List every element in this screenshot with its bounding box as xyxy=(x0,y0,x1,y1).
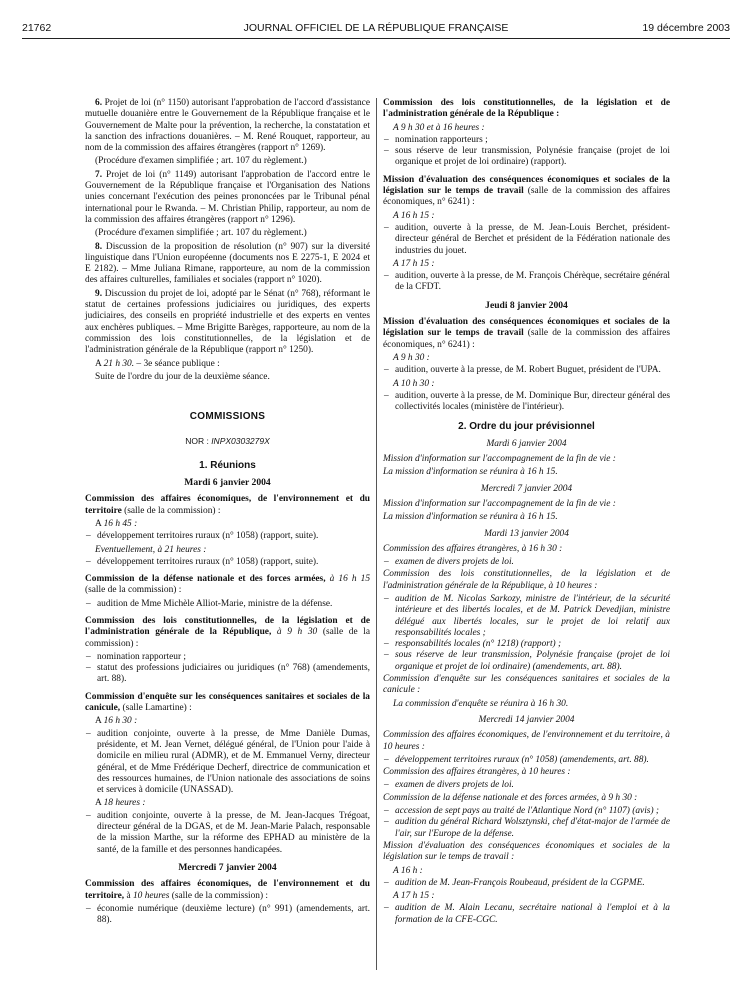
commission-heading: Mission d'évaluation des conséquences économiques et sociales de la législation sur le temps de travail (salle de la commission des affaires économiques, n° 6241) : xyxy=(383,317,670,350)
ordre-du-jour-heading: 2. Ordre du jour prévisionnel xyxy=(458,421,595,433)
item-number: 8. xyxy=(95,241,103,252)
date-heading: Mercredi 14 janvier 2004 xyxy=(478,714,575,725)
list-item: – développement territoires ruraux (n° 1058) (amendements, art. 88). xyxy=(395,755,670,766)
item-text: Projet de loi (n° 1149) autorisant l'approbation de l'accord entre le Gouvernement de la République française et l'Organisation des Nations unies concernant l'exécution des peines prononcées par le Tribunal pénal international pour le Rwanda. – M. Christian Philip, rapporteur, au nom de la commission des affaires étrangères (rapport n° 1296). xyxy=(85,169,370,225)
commission-heading: Commission des affaires étrangères, à 16 h 30 : xyxy=(383,543,563,554)
commissions-heading: COMMISSIONS xyxy=(189,411,266,423)
commission-heading: Commission des affaires économiques, de l'environnement et du territoire, à 10 heures (salle de la commission) : xyxy=(85,879,370,901)
commission-heading: Commission des affaires économiques, de l'environnement et du territoire, à 10 heures : xyxy=(383,730,670,752)
date-heading: Mardi 6 janvier 2004 xyxy=(184,477,271,489)
time-line: A 17 h 15 : xyxy=(393,258,435,269)
commission-heading: Mission d'évaluation des conséquences économiques et sociales de la législation sur le temps de travail : xyxy=(383,840,670,863)
time-line: A 18 heures : xyxy=(95,798,146,809)
list-item: – statut des professions judiciaires ou juridiques (n° 768) (amendements, art. 88). xyxy=(97,663,370,686)
right-column xyxy=(383,98,670,927)
agenda-item-6 xyxy=(85,98,370,168)
date-heading: Mardi 6 janvier 2004 xyxy=(486,438,567,449)
list-item: – audition, ouverte à la presse, de M. Robert Buguet, président de l'UPA. xyxy=(395,365,670,376)
time-line: A 10 h 30 : xyxy=(393,378,435,389)
item-text: Discussion de la proposition de résolution (n° 907) sur la diversité linguistique dans l'Union européenne (documents nos E 2275-1, E 2024 et E 2182). – Mme Juliana Rimane, rapporteure, au nom de la commission des affaires culturelles, familiales et sociales (rapport n° 1020). xyxy=(85,241,370,286)
left-column xyxy=(85,98,370,927)
item-note: (Procédure d'examen simplifiée ; art. 107 du règlement.) xyxy=(95,156,307,167)
list-item: – sous réserve de leur transmission, Polynésie française (projet de loi organique et projet de loi ordinaire) (amendements, art. 88). xyxy=(395,650,670,673)
list-item: – examen de divers projets de loi. xyxy=(395,557,670,568)
commission-heading: Commission des affaires économiques, de l'environnement et du territoire (salle de la commission) : xyxy=(85,494,370,516)
agenda-item-9 xyxy=(85,289,370,357)
list-item: – examen de divers projets de loi. xyxy=(395,780,670,791)
list-item: – audition de M. Nicolas Sarkozy, ministre de l'intérieur, de la sécurité intérieure et des libertés locales, et de M. Patrick Devedjian, ministre délégué aux libertés locales, sur le projet de loi relatif aux responsabilités locales ; xyxy=(395,594,670,639)
list-item: – audition conjointe, ouverte à la presse, de Mme Danièle Dumas, présidente, et M. Jean Vernet, délégué général, de l'Union pour l'aide à domicile en milieu rural (ADMR), et de M. Emmanuel Verny, directeur général, et de Mme Frédérique Decherf, directrice de communication et des ressources humaines, de l'Union nationale des associations de soins et services à domicile (UNASSAD). xyxy=(97,729,370,797)
time-line: A 16 h : xyxy=(393,865,423,876)
commission-heading: Commission des affaires étrangères, à 10 heures : xyxy=(383,767,571,778)
issue-date: 19 décembre 2003 xyxy=(642,22,730,34)
list-item: – audition, ouverte à la presse, de M. François Chérèque, secrétaire général de la CFDT. xyxy=(395,271,670,294)
paragraph: Mission d'information sur l'accompagnement de la fin de vie : xyxy=(383,454,616,465)
item-number: 6. xyxy=(95,98,103,108)
list-item: – nomination rapporteurs ; xyxy=(395,135,670,146)
date-heading: Jeudi 8 janvier 2004 xyxy=(485,299,568,311)
page-header xyxy=(22,22,730,39)
list-item: – développement territoires ruraux (n° 1058) (rapport, suite). xyxy=(97,557,370,568)
list-item: – audition, ouverte à la presse, de M. Dominique Bur, directeur général des collectivités locales (ministère de l'intérieur). xyxy=(395,391,670,414)
commission-heading: Commission des lois constitutionnelles, de la législation et de l'administration générale de la République : xyxy=(383,98,670,120)
time-line: A 16 h 30 : xyxy=(95,716,138,727)
seance-line: A 21 h 30. – 3e séance publique : xyxy=(95,358,220,369)
time-line: A 16 h 15 : xyxy=(393,210,435,221)
commission-heading: Commission d'enquête sur les conséquences sanitaires et sociales de la canicule, (salle Lamartine) : xyxy=(85,691,370,714)
date-heading: Mercredi 7 janvier 2004 xyxy=(480,483,573,494)
list-item: – audition de M. Alain Lecanu, secrétaire national à l'emploi et à la formation de la CFE-CGC. xyxy=(395,903,670,926)
nor-reference: NOR : INPX0303279X xyxy=(185,436,270,447)
paragraph: La mission d'information se réunira à 16 h 15. xyxy=(383,512,558,523)
list-item: – audition du général Richard Wolsztynski, chef d'état-major de l'armée de l'air, sur l'Europe de la défense. xyxy=(395,817,670,840)
item-text: Discussion du projet de loi, adopté par le Sénat (n° 768), réformant le statut de certaines professions judiciaires ou juridiques, des experts judiciaires, des conseils en propriété industrielle et des experts en ventes aux enchères publiques. – Mme Brigitte Barèges, rapporteure, au nom de la commission des lois constitutionnelles, de la législation et de l'administration générale de la République (rapport n° 1250). xyxy=(85,288,370,356)
paragraph: La commission d'enquête se réunira à 16 h 30. xyxy=(393,698,569,709)
agenda-item-7 xyxy=(85,170,370,240)
list-item: – accession de sept pays au traité de l'Atlantique Nord (n° 1107) (avis) ; xyxy=(395,806,670,817)
list-item: – audition de M. Jean-François Roubeaud, président de la CGPME. xyxy=(395,878,670,889)
date-heading: Mercredi 7 janvier 2004 xyxy=(178,861,277,873)
commission-heading: Commission de la défense nationale et des forces armées, à 16 h 15 (salle de la commission) : xyxy=(85,574,371,596)
page-number: 21762 xyxy=(22,22,52,34)
commission-heading: Commission des lois constitutionnelles, de la législation et de l'administration générale de la République, à 10 heures : xyxy=(383,569,670,591)
list-item: – sous réserve de leur transmission, Polynésie française (projet de loi organique et projet de loi ordinaire) (rapport). xyxy=(395,146,670,169)
agenda-item-8 xyxy=(85,242,370,287)
commission-heading: Commission de la défense nationale et des forces armées, à 9 h 30 : xyxy=(383,792,638,803)
column-divider xyxy=(376,98,377,970)
list-item: – développement territoires ruraux (n° 1058) (rapport, suite). xyxy=(97,531,370,542)
time-line: A 9 h 30 et à 16 heures : xyxy=(393,122,485,133)
list-item: – responsabilités locales (n° 1218) (rapport) ; xyxy=(395,639,670,650)
time-line: Eventuellement, à 21 heures : xyxy=(95,544,207,555)
time-line: A 17 h 15 : xyxy=(393,891,435,902)
reunions-heading: 1. Réunions xyxy=(199,459,256,471)
item-number: 9. xyxy=(95,288,103,299)
list-item: – audition de Mme Michèle Alliot-Marie, ministre de la défense. xyxy=(97,599,370,610)
journal-title: JOURNAL OFFICIEL DE LA RÉPUBLIQUE FRANÇAISE xyxy=(243,22,509,34)
item-number: 7. xyxy=(95,169,103,180)
paragraph: Mission d'information sur l'accompagnement de la fin de vie : xyxy=(383,498,616,509)
time-line: A 16 h 45 : xyxy=(95,518,138,529)
commission-heading: Commission des lois constitutionnelles, de la législation et de l'administration générale de la République, à 9 h 30 (salle de la commission) : xyxy=(85,615,370,649)
item-text: Projet de loi (n° 1150) autorisant l'approbation de l'accord d'assistance mutuelle douanière entre le Gouvernement de la République française et le Gouvernement de Malte pour la prévention, la recherche, la constatation et la sanction des infractions douanières. – M. René Rouquet, rapporteur, au nom de la commission des affaires étrangères (rapport n° 1269). xyxy=(85,98,370,154)
paragraph: La mission d'information se réunira à 16 h 15. xyxy=(383,467,558,478)
commission-heading: Mission d'évaluation des conséquences économiques et sociales de la législation sur le temps de travail (salle de la commission des affaires économiques, n° 6241) : xyxy=(383,174,670,208)
list-item: – audition, ouverte à la presse, de M. Jean-Louis Berchet, président-directeur général de Berchet et président de la Fédération nationale des industries du jouet. xyxy=(395,223,670,257)
time-line: A 9 h 30 : xyxy=(393,352,430,363)
list-item: – audition conjointe, ouverte à la presse, de M. Jean-Jacques Trégoat, directeur général de la DGAS, et de M. Jean-Marie Palach, responsable de la mission Marthe, sur la réforme des EPHAD au ministère de la santé, de la famille et des personnes handicapées. xyxy=(97,811,370,856)
seance-suite: Suite de l'ordre du jour de la deuxième séance. xyxy=(95,371,270,382)
list-item: – nomination rapporteur ; xyxy=(97,652,370,663)
commission-heading: Commission d'enquête sur les conséquences sanitaires et sociales de la canicule : xyxy=(383,674,670,696)
item-note: (Procédure d'examen simplifiée ; art. 107 du règlement.) xyxy=(95,228,307,239)
list-item: – économie numérique (deuxième lecture) (n° 991) (amendements, art. 88). xyxy=(97,904,370,927)
date-heading: Mardi 13 janvier 2004 xyxy=(484,528,569,539)
